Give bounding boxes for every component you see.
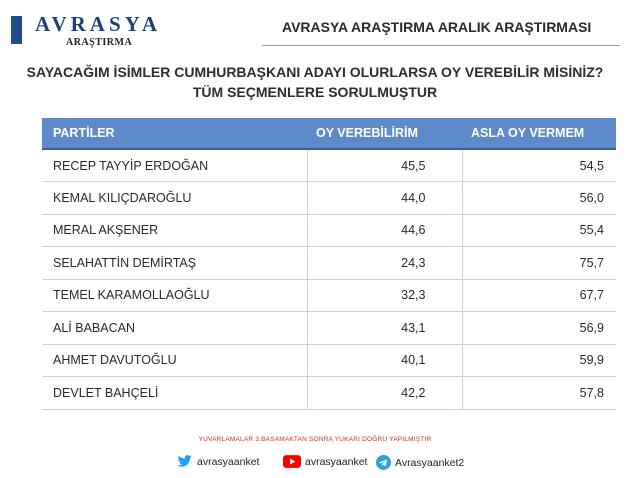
table-row bbox=[42, 214, 616, 247]
never-vote-value: 57,8 bbox=[462, 377, 616, 410]
table-row bbox=[42, 377, 616, 410]
footnote: YUVARLAMALAR 3.BASAMAKTAN SONRA YUKARI DOĞRU YAPILMIŞTIR bbox=[198, 436, 432, 443]
youtube-icon bbox=[283, 455, 301, 468]
would-vote-value: 24,3 bbox=[307, 247, 462, 280]
table-row bbox=[42, 182, 616, 215]
table-row bbox=[42, 247, 616, 280]
would-vote-value: 42,2 bbox=[307, 377, 462, 410]
would-vote-value: 40,1 bbox=[307, 344, 462, 377]
twitter-link[interactable] bbox=[177, 455, 259, 468]
never-vote-value: 67,7 bbox=[462, 279, 616, 312]
table-row bbox=[42, 149, 616, 182]
candidate-name: RECEP TAYYİP ERDOĞAN bbox=[42, 149, 307, 182]
header-divider bbox=[262, 45, 620, 46]
question bbox=[0, 62, 630, 102]
results-table bbox=[42, 118, 616, 410]
telegram-handle: Avrasyaanket2 bbox=[395, 456, 465, 469]
table-header-row bbox=[42, 118, 616, 149]
header-title: AVRASYA ARAŞTIRMA ARALIK ARAŞTIRMASI bbox=[282, 19, 592, 35]
twitter-handle: avrasyaanket bbox=[197, 455, 260, 468]
youtube-link[interactable] bbox=[283, 455, 367, 468]
candidate-name: TEMEL KARAMOLLAOĞLU bbox=[42, 279, 307, 312]
logo-subtitle: ARAŞTIRMA bbox=[66, 37, 133, 48]
would-vote-value: 43,1 bbox=[307, 312, 462, 345]
never-vote-value: 59,9 bbox=[462, 344, 616, 377]
candidate-name: SELAHATTİN DEMİRTAŞ bbox=[42, 247, 307, 280]
telegram-icon bbox=[376, 455, 391, 470]
header-never-vote: ASLA OY VERMEM bbox=[462, 118, 616, 149]
twitter-icon bbox=[177, 455, 193, 468]
would-vote-value: 44,0 bbox=[307, 182, 462, 215]
logo bbox=[0, 6, 162, 48]
table-row bbox=[42, 344, 616, 377]
candidate-name: AHMET DAVUTOĞLU bbox=[42, 344, 307, 377]
telegram-link[interactable] bbox=[376, 455, 464, 470]
never-vote-value: 55,4 bbox=[462, 214, 616, 247]
candidate-name: DEVLET BAHÇELİ bbox=[42, 377, 307, 410]
logo-name: AVRASYA bbox=[35, 12, 162, 36]
table-row bbox=[42, 279, 616, 312]
header-party: PARTİLER bbox=[42, 118, 307, 149]
table-row bbox=[42, 312, 616, 345]
never-vote-value: 54,5 bbox=[462, 149, 616, 182]
social-links bbox=[0, 455, 630, 473]
logo-bar bbox=[11, 16, 22, 44]
candidate-name: ALİ BABACAN bbox=[42, 312, 307, 345]
candidate-name: KEMAL KILIÇDAROĞLU bbox=[42, 182, 307, 215]
would-vote-value: 44,6 bbox=[307, 214, 462, 247]
never-vote-value: 56,0 bbox=[462, 182, 616, 215]
never-vote-value: 75,7 bbox=[462, 247, 616, 280]
header-would-vote: OY VEREBİLİRİM bbox=[307, 118, 462, 149]
never-vote-value: 56,9 bbox=[462, 312, 616, 345]
youtube-handle: avrasyaanket bbox=[305, 455, 368, 468]
candidate-name: MERAL AKŞENER bbox=[42, 214, 307, 247]
would-vote-value: 45,5 bbox=[307, 149, 462, 182]
would-vote-value: 32,3 bbox=[307, 279, 462, 312]
question-line-2: TÜM SEÇMENLERE SORULMUŞTUR bbox=[192, 84, 438, 100]
question-line-1: SAYACAĞIM İSİMLER CUMHURBAŞKANI ADAYI OLURLARSA OY VEREBİLİR MİSİNİZ? bbox=[26, 64, 604, 80]
